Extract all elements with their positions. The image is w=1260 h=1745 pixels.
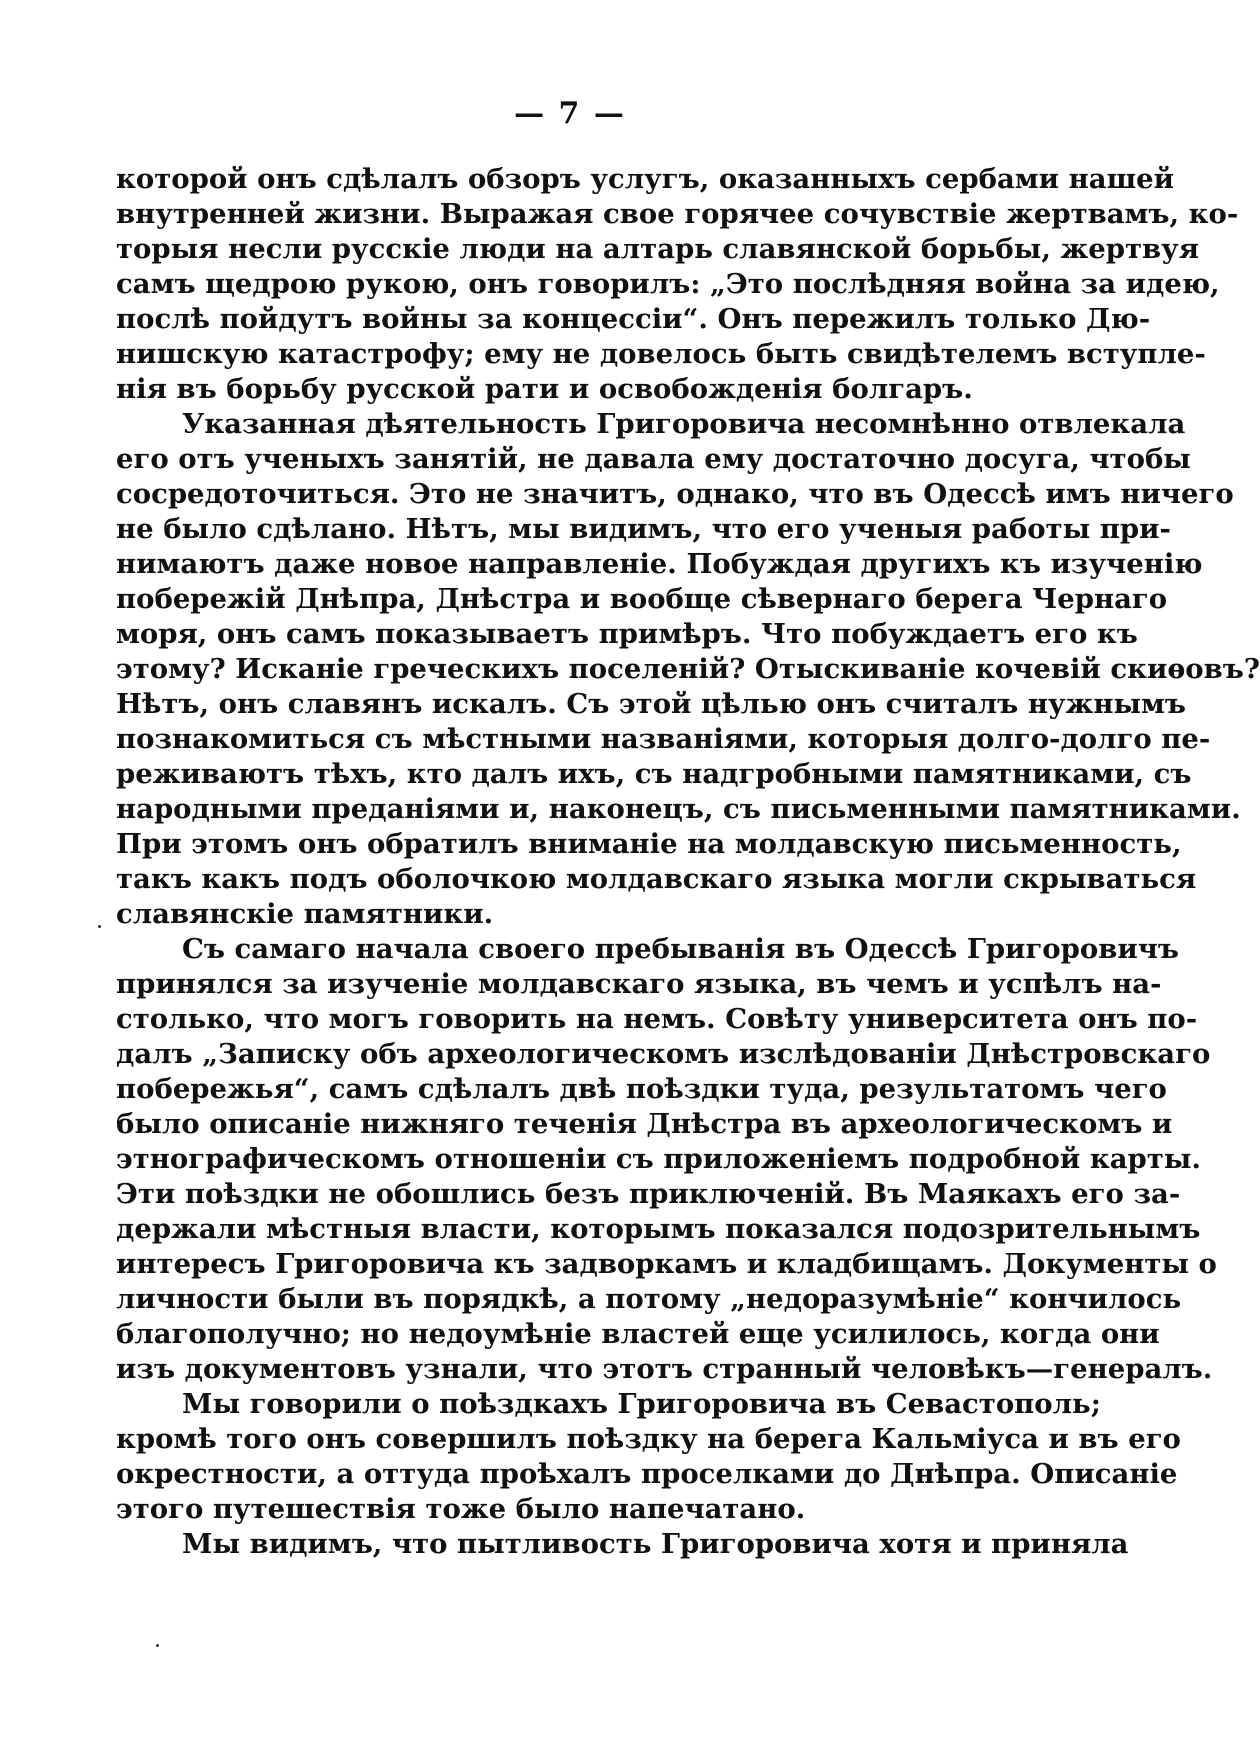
- text-line: интересъ Григоровича къ задворкамъ и кладбищамъ. Документы о: [116, 1248, 1217, 1280]
- text-line: окрестности, а оттуда проѣхалъ проселками до Днѣпра. Описаніе: [116, 1458, 1178, 1490]
- text-line: этому? Исканіе греческихъ поселеній? Отыскиваніе кочевій скиѳовъ?: [116, 653, 1260, 685]
- text-line: сосредоточиться. Это не значитъ, однако, что въ Одессѣ имъ ничего: [116, 478, 1234, 510]
- text-line: благополучно; но недоумѣніе властей еще усилилось, когда они: [116, 1318, 1160, 1350]
- text-line: такъ какъ подъ оболочкою молдавскаго языка могли скрываться: [116, 863, 1197, 895]
- text-line: личности были въ порядкѣ, а потому „недоразумѣніе“ кончилось: [116, 1283, 1182, 1315]
- text-line: народными преданіями и, наконецъ, съ письменными памятниками.: [116, 793, 1241, 825]
- text-line: далъ „Записку объ археологическомъ изслѣдованіи Днѣстровскаго: [116, 1038, 1211, 1070]
- paragraph-2: [116, 407, 1260, 932]
- text-line: послѣ пойдутъ войны за концессіи“. Онъ пережилъ только Дю-: [116, 303, 1151, 335]
- text-line: этнографическомъ отношеніи съ приложеніемъ подробной карты.: [116, 1143, 1201, 1175]
- text-line: побережья“, самъ сдѣлалъ двѣ поѣздки туда, результатомъ чего: [116, 1073, 1167, 1105]
- paragraph-5: [116, 1527, 1129, 1562]
- text-line: кромѣ того онъ совершилъ поѣздку на берега Кальміуса и въ его: [116, 1423, 1181, 1455]
- text-line: самъ щедрою рукою, онъ говорилъ: „Это послѣдняя война за идею,: [116, 268, 1220, 300]
- page-number: — 7 —: [514, 96, 626, 131]
- text-line: столько, что могъ говорить на немъ. Совѣту университета онъ по-: [116, 1003, 1198, 1035]
- text-line: держали мѣстныя власти, которымъ показался подозрительнымъ: [116, 1213, 1201, 1245]
- text-line: Эти поѣздки не обошлись безъ приключеній. Въ Маякахъ его за-: [116, 1178, 1181, 1210]
- text-line: этого путешествія тоже было напечатано.: [116, 1493, 806, 1525]
- text-line: было описаніе нижняго теченія Днѣстра въ археологическомъ и: [116, 1108, 1173, 1140]
- text-line: побережій Днѣпра, Днѣстра и вообще сѣвернаго берега Чернаго: [116, 583, 1168, 615]
- paragraph-4: [116, 1387, 1181, 1527]
- text-line: которой онъ сдѣлалъ обзоръ услугъ, оказанныхъ сербами нашей: [116, 163, 1175, 195]
- paragraph-3: [116, 932, 1217, 1387]
- body-text: [116, 162, 1260, 1562]
- text-line: познакомиться съ мѣстными названіями, которыя долго-долго пе-: [116, 723, 1211, 755]
- text-line: внутренней жизни. Выражая свое горячее сочувствіе жертвамъ, ко-: [116, 198, 1239, 230]
- text-line: При этомъ онъ обратилъ вниманіе на молдавскую письменность,: [116, 828, 1182, 860]
- scan-speck: [98, 925, 101, 928]
- text-line: торыя несли русскіе люди на алтарь славянской борьбы, жертвуя: [116, 233, 1200, 265]
- text-line: славянскіе памятники.: [116, 898, 494, 930]
- text-line: Съ самаго начала своего пребыванія въ Одессѣ Григоровичъ: [182, 933, 1179, 965]
- text-line: изъ документовъ узнали, что этотъ странный человѣкъ—генералъ.: [116, 1353, 1213, 1385]
- text-line: нія въ борьбу русской рати и освобожденія болгаръ.: [116, 373, 973, 405]
- text-line: Нѣтъ, онъ славянъ искалъ. Съ этой цѣлью онъ считалъ нужнымъ: [116, 688, 1187, 720]
- scan-speck: [156, 1644, 159, 1647]
- text-line: не было сдѣлано. Нѣтъ, мы видимъ, что его ученыя работы при-: [116, 513, 1171, 545]
- text-line: его отъ ученыхъ занятій, не давала ему достаточно досуга, чтобы: [116, 443, 1191, 475]
- text-line: Мы видимъ, что пытливость Григоровича хотя и приняла: [182, 1528, 1129, 1560]
- text-line: нимаютъ даже новое направленіе. Побуждая другихъ къ изученію: [116, 548, 1203, 580]
- text-line: Указанная дѣятельность Григоровича несомнѣнно отвлекала: [182, 408, 1186, 440]
- text-line: Мы говорили о поѣздкахъ Григоровича въ Севастополь;: [182, 1388, 1101, 1420]
- paragraph-1: [116, 162, 1239, 407]
- text-line: моря, онъ самъ показываетъ примѣръ. Что побуждаетъ его къ: [116, 618, 1138, 650]
- text-line: принялся за изученіе молдавскаго языка, въ чемъ и успѣлъ на-: [116, 968, 1162, 1000]
- text-line: реживаютъ тѣхъ, кто далъ ихъ, съ надгробными памятниками, съ: [116, 758, 1192, 790]
- text-line: нишскую катастрофу; ему не довелось быть свидѣтелемъ вступле-: [116, 338, 1206, 370]
